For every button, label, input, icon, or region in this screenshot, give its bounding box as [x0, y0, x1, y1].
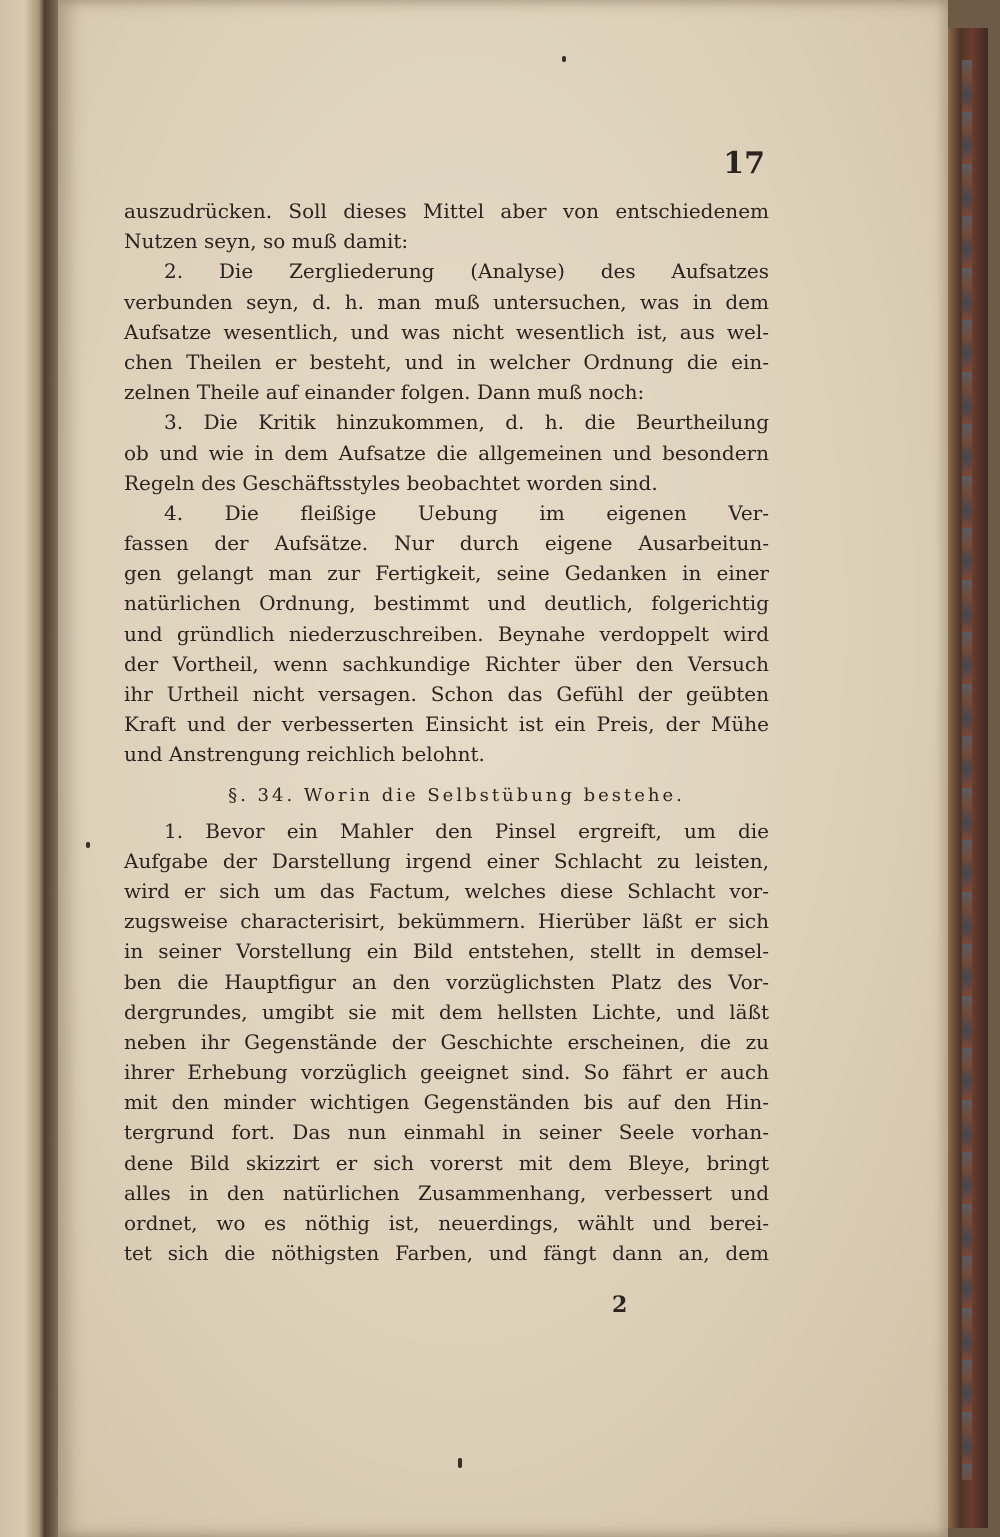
text-line: der Vortheil, wenn sachkundige Richter über den Versuch [124, 651, 769, 676]
marbled-cover-strip [962, 60, 972, 1480]
text-line: ob und wie in dem Aufsatze die allgemeinen und besondern [124, 440, 769, 465]
text-line: 1. Bevor ein Mahler den Pinsel ergreift, um die [164, 818, 769, 843]
text-line: tergrund fort. Das nun einmahl in seiner Seele vorhan- [124, 1120, 769, 1145]
page-text [124, 196, 769, 1268]
left-page-edge [0, 0, 44, 1537]
text-line: alles in den natürlichen Zusammenhang, verbessert und [124, 1180, 769, 1205]
ink-speck [458, 1458, 462, 1468]
text-line: zugsweise characterisirt, bekümmern. Hierüber läßt er sich [124, 909, 769, 934]
text-line: ihr Urtheil nicht versagen. Schon das Gefühl der geübten [124, 682, 769, 706]
text-line: und Anstrengung reichlich belohnt. [124, 742, 485, 767]
text-line: Kraft und der verbesserten Einsicht ist ein Preis, der Mühe [124, 712, 769, 737]
text-line: dene Bild skizzirt er sich vorerst mit dem Bleye, bringt [124, 1150, 769, 1175]
text-line: ordnet, wo es nöthig ist, neuerdings, wählt und berei- [124, 1211, 769, 1235]
text-line: 4. Die fleißige Uebung im eigenen Ver- [164, 500, 769, 525]
text-line: chen Theilen er besteht, und in welcher Ordnung die ein- [124, 349, 769, 374]
text-line: ihrer Erhebung vorzüglich geeignet sind. So fährt er auch [124, 1060, 769, 1085]
text-line: 2. Die Zergliederung (Analyse) des Aufsatzes [164, 259, 769, 284]
text-line: 3. Die Kritik hinzukommen, d. h. die Beurtheilung [164, 410, 769, 435]
text-line: tet sich die nöthigsten Farben, und fängt dann an, dem [124, 1241, 769, 1266]
section-heading: §. 34. Worin die Selbstübung bestehe. [228, 784, 685, 806]
text-line: wird er sich um das Factum, welches diese Schlacht vor- [124, 878, 769, 903]
text-line: mit den minder wichtigen Gegenständen bis auf den Hin- [124, 1090, 769, 1115]
text-line: ben die Hauptfigur an den vorzüglichsten Platz des Vor- [124, 969, 769, 994]
page-number: 17 [723, 146, 765, 181]
text-line: dergrundes, umgibt sie mit dem hellsten Lichte, und läßt [124, 999, 769, 1024]
text-line: gen gelangt man zur Fertigkeit, seine Gedanken in einer [124, 561, 769, 586]
text-line: in seiner Vorstellung ein Bild entstehen, stellt in demsel- [124, 939, 769, 964]
text-line: verbunden seyn, d. h. man muß untersuchen, was in dem [124, 289, 769, 314]
text-line: neben ihr Gegenstände der Geschichte erscheinen, die zu [124, 1029, 769, 1054]
ink-speck [562, 56, 566, 62]
text-line: natürlichen Ordnung, bestimmt und deutlich, folgerichtig [124, 591, 769, 616]
signature-mark: 2 [612, 1292, 628, 1318]
text-line: Aufgabe der Darstellung irgend einer Schlacht zu leisten, [124, 848, 769, 873]
text-line: Regeln des Geschäftsstyles beobachtet worden sind. [124, 470, 658, 495]
text-line: fassen der Aufsätze. Nur durch eigene Ausarbeitun- [124, 531, 769, 556]
text-line: auszudrücken. Soll dieses Mittel aber von entschiedenem [124, 199, 769, 223]
text-line: zelnen Theile auf einander folgen. Dann muß noch: [124, 380, 645, 405]
text-line: Aufsatze wesentlich, und was nicht wesentlich ist, aus wel- [124, 319, 769, 344]
paragraph-block-before [124, 196, 769, 770]
ink-speck [86, 842, 90, 848]
text-line: und gründlich niederzuschreiben. Beynahe verdoppelt wird [124, 621, 769, 646]
text-line: Nutzen seyn, so muß damit: [124, 229, 409, 254]
paragraph-block-after [124, 816, 769, 1269]
